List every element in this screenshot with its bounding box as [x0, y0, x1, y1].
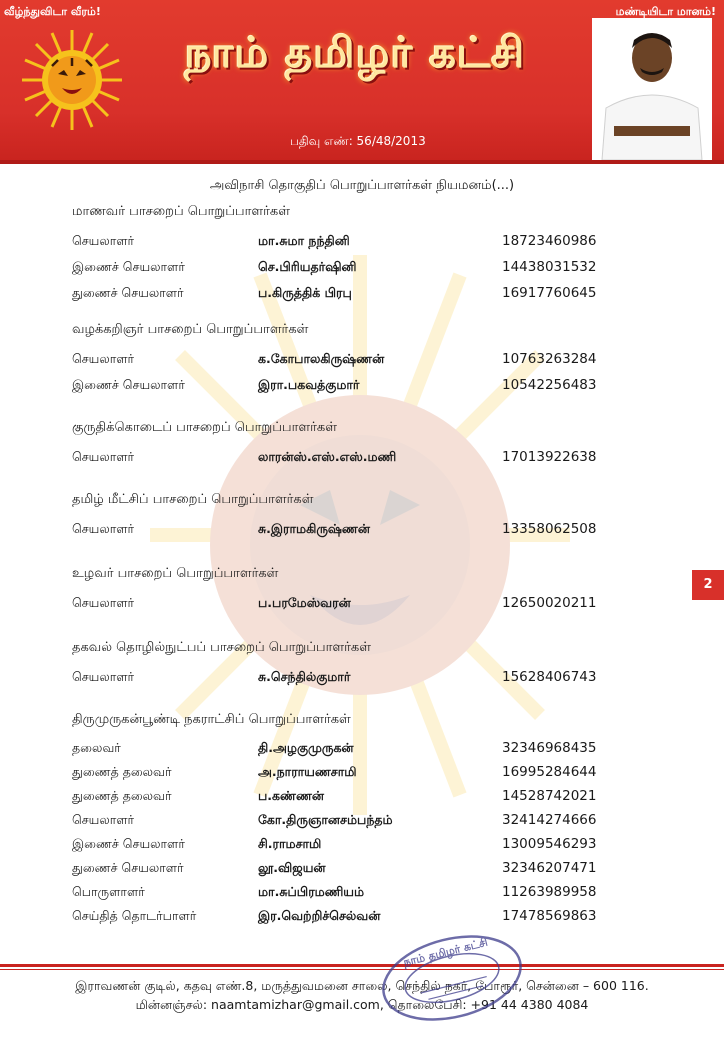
role-cell: செயலாளர் — [72, 595, 135, 610]
role-cell: செயலாளர் — [72, 521, 135, 536]
name-cell: தி.அழகுமுருகன் — [258, 740, 354, 755]
footer-contact: மின்னஞ்சல்: naamtamizhar@gmail.com, தொலைபேசி: +91 44 4380 4084 — [135, 997, 589, 1012]
stamp-text: நாம் தமிழர் கட்சி — [402, 935, 490, 970]
table-row — [72, 904, 672, 928]
phone-cell: 15628406743 — [502, 669, 597, 685]
name-cell: சு.இராமகிருஷ்ணன் — [258, 521, 370, 536]
table-row — [72, 590, 672, 616]
role-cell: துணைச் செயலாளர் — [72, 285, 184, 300]
table-row — [72, 808, 672, 832]
name-cell: க.கோபாலகிருஷ்ணன் — [258, 351, 385, 366]
phone-cell: 16995284644 — [502, 764, 597, 780]
role-cell: பொருளாளர் — [72, 884, 145, 899]
phone-cell: 18723460986 — [502, 233, 597, 249]
table-row — [72, 346, 672, 372]
leader-photo — [592, 18, 712, 160]
name-cell: சி.ராமசாமி — [258, 836, 322, 851]
name-cell: ப.கண்ணன் — [258, 788, 324, 803]
role-cell: இணைச் செயலாளர் — [72, 377, 185, 392]
table-row — [72, 516, 672, 542]
section-heading: வழக்கறிஞர் பாசறைப் பொறுப்பாளர்கள் — [72, 322, 309, 337]
table-row — [72, 736, 672, 760]
page-number-tab: 2 — [692, 570, 724, 600]
role-cell: துணைத் தலைவர் — [72, 764, 172, 779]
name-cell: ப.கிருத்திக் பிரபு — [258, 285, 352, 300]
role-cell: துணைச் செயலாளர் — [72, 860, 184, 875]
party-name-title: நாம் தமிழர் கட்சி — [184, 28, 526, 77]
table-row — [72, 254, 672, 280]
registration-number: பதிவு எண்: 56/48/2013 — [290, 134, 426, 148]
role-cell: செய்தித் தொடர்பாளர் — [72, 908, 197, 923]
role-cell: இணைச் செயலாளர் — [72, 259, 185, 274]
role-cell: செயலாளர் — [72, 669, 135, 684]
phone-cell: 14438031532 — [502, 259, 597, 275]
name-cell: கோ.திருஞானசம்பந்தம் — [258, 812, 393, 827]
letterhead-header — [0, 0, 724, 160]
header-rule — [0, 160, 724, 164]
name-cell: ப.பரமேஸ்வரன் — [258, 595, 351, 610]
section-heading: தமிழ் மீட்சிப் பாசறைப் பொறுப்பாளர்கள் — [72, 492, 314, 507]
document-title: அவிநாசி தொகுதிப் பொறுப்பாளர்கள் நியமனம்(...) — [209, 178, 515, 193]
section-heading: தகவல் தொழில்நுட்பப் பாசறைப் பொறுப்பாளர்கள் — [72, 640, 371, 655]
name-cell: இரா.பகவத்குமார் — [258, 377, 360, 392]
phone-cell: 32346207471 — [502, 860, 597, 876]
name-cell: சு.செந்தில்குமார் — [258, 669, 351, 684]
name-cell: அ.நாராயணசாமி — [258, 764, 357, 779]
name-cell: லூ.விஜயன் — [258, 860, 326, 875]
section-heading: உழவர் பாசறைப் பொறுப்பாளர்கள் — [72, 566, 279, 581]
footer-rule-thin — [0, 969, 724, 970]
table-row — [72, 784, 672, 808]
section-it-wing — [72, 638, 672, 690]
role-cell: தலைவர் — [72, 740, 121, 755]
table-row — [72, 856, 672, 880]
section-blood-donation-wing — [72, 418, 672, 470]
slogan-left: வீழ்ந்துவிடா வீரம்! — [4, 5, 101, 18]
phone-cell: 16917760645 — [502, 285, 597, 301]
tiger-emblem-icon — [22, 30, 122, 130]
phone-cell: 13358062508 — [502, 521, 597, 537]
section-tamil-revival-wing — [72, 490, 672, 542]
section-municipality — [72, 710, 672, 928]
phone-cell: 32346968435 — [502, 740, 597, 756]
phone-cell: 10763263284 — [502, 351, 597, 367]
phone-cell: 17478569863 — [502, 908, 597, 924]
section-farmers-wing — [72, 564, 672, 616]
section-heading: குருதிக்கொடைப் பாசறைப் பொறுப்பாளர்கள் — [72, 420, 337, 435]
phone-cell: 17013922638 — [502, 449, 597, 465]
phone-cell: 10542256483 — [502, 377, 597, 393]
phone-cell: 12650020211 — [502, 595, 597, 611]
slogan-right: மண்டியிடா மானம்! — [615, 5, 716, 18]
section-lawyers-wing — [72, 320, 672, 398]
phone-cell: 11263989958 — [502, 884, 597, 900]
table-row — [72, 664, 672, 690]
footer-rule — [0, 964, 724, 967]
phone-cell: 13009546293 — [502, 836, 597, 852]
role-cell: செயலாளர் — [72, 233, 135, 248]
table-row — [72, 444, 672, 470]
name-cell: லாரன்ஸ்.எஸ்.எஸ்.மணி — [258, 449, 397, 464]
footer-address: இராவணன் குடில், கதவு எண்.8, மருத்துவமனை சாலை, செந்தில் நகர், போரூர், சென்னை – 600 116. — [75, 978, 649, 993]
role-cell: செயலாளர் — [72, 449, 135, 464]
table-row — [72, 760, 672, 784]
role-cell: செயலாளர் — [72, 351, 135, 366]
table-row — [72, 372, 672, 398]
phone-cell: 14528742021 — [502, 788, 597, 804]
name-cell: மா.சுப்பிரமணியம் — [258, 884, 365, 899]
section-heading: மாணவர் பாசறைப் பொறுப்பாளர்கள் — [72, 204, 290, 219]
name-cell: இர.வெற்றிச்செல்வன் — [258, 908, 381, 923]
role-cell: செயலாளர் — [72, 812, 135, 827]
role-cell: துணைத் தலைவர் — [72, 788, 172, 803]
table-row — [72, 228, 672, 254]
party-seal-stamp — [370, 918, 534, 1037]
role-cell: இணைச் செயலாளர் — [72, 836, 185, 851]
name-cell: செ.பிரியதர்ஷினி — [258, 259, 357, 274]
name-cell: மா.சுமா நந்தினி — [258, 233, 350, 248]
table-row — [72, 880, 672, 904]
phone-cell: 32414274666 — [502, 812, 597, 828]
section-heading: திருமுருகன்பூண்டி நகராட்சிப் பொறுப்பாளர்கள் — [72, 712, 351, 727]
section-students-wing — [72, 202, 672, 306]
table-row — [72, 280, 672, 306]
table-row — [72, 832, 672, 856]
